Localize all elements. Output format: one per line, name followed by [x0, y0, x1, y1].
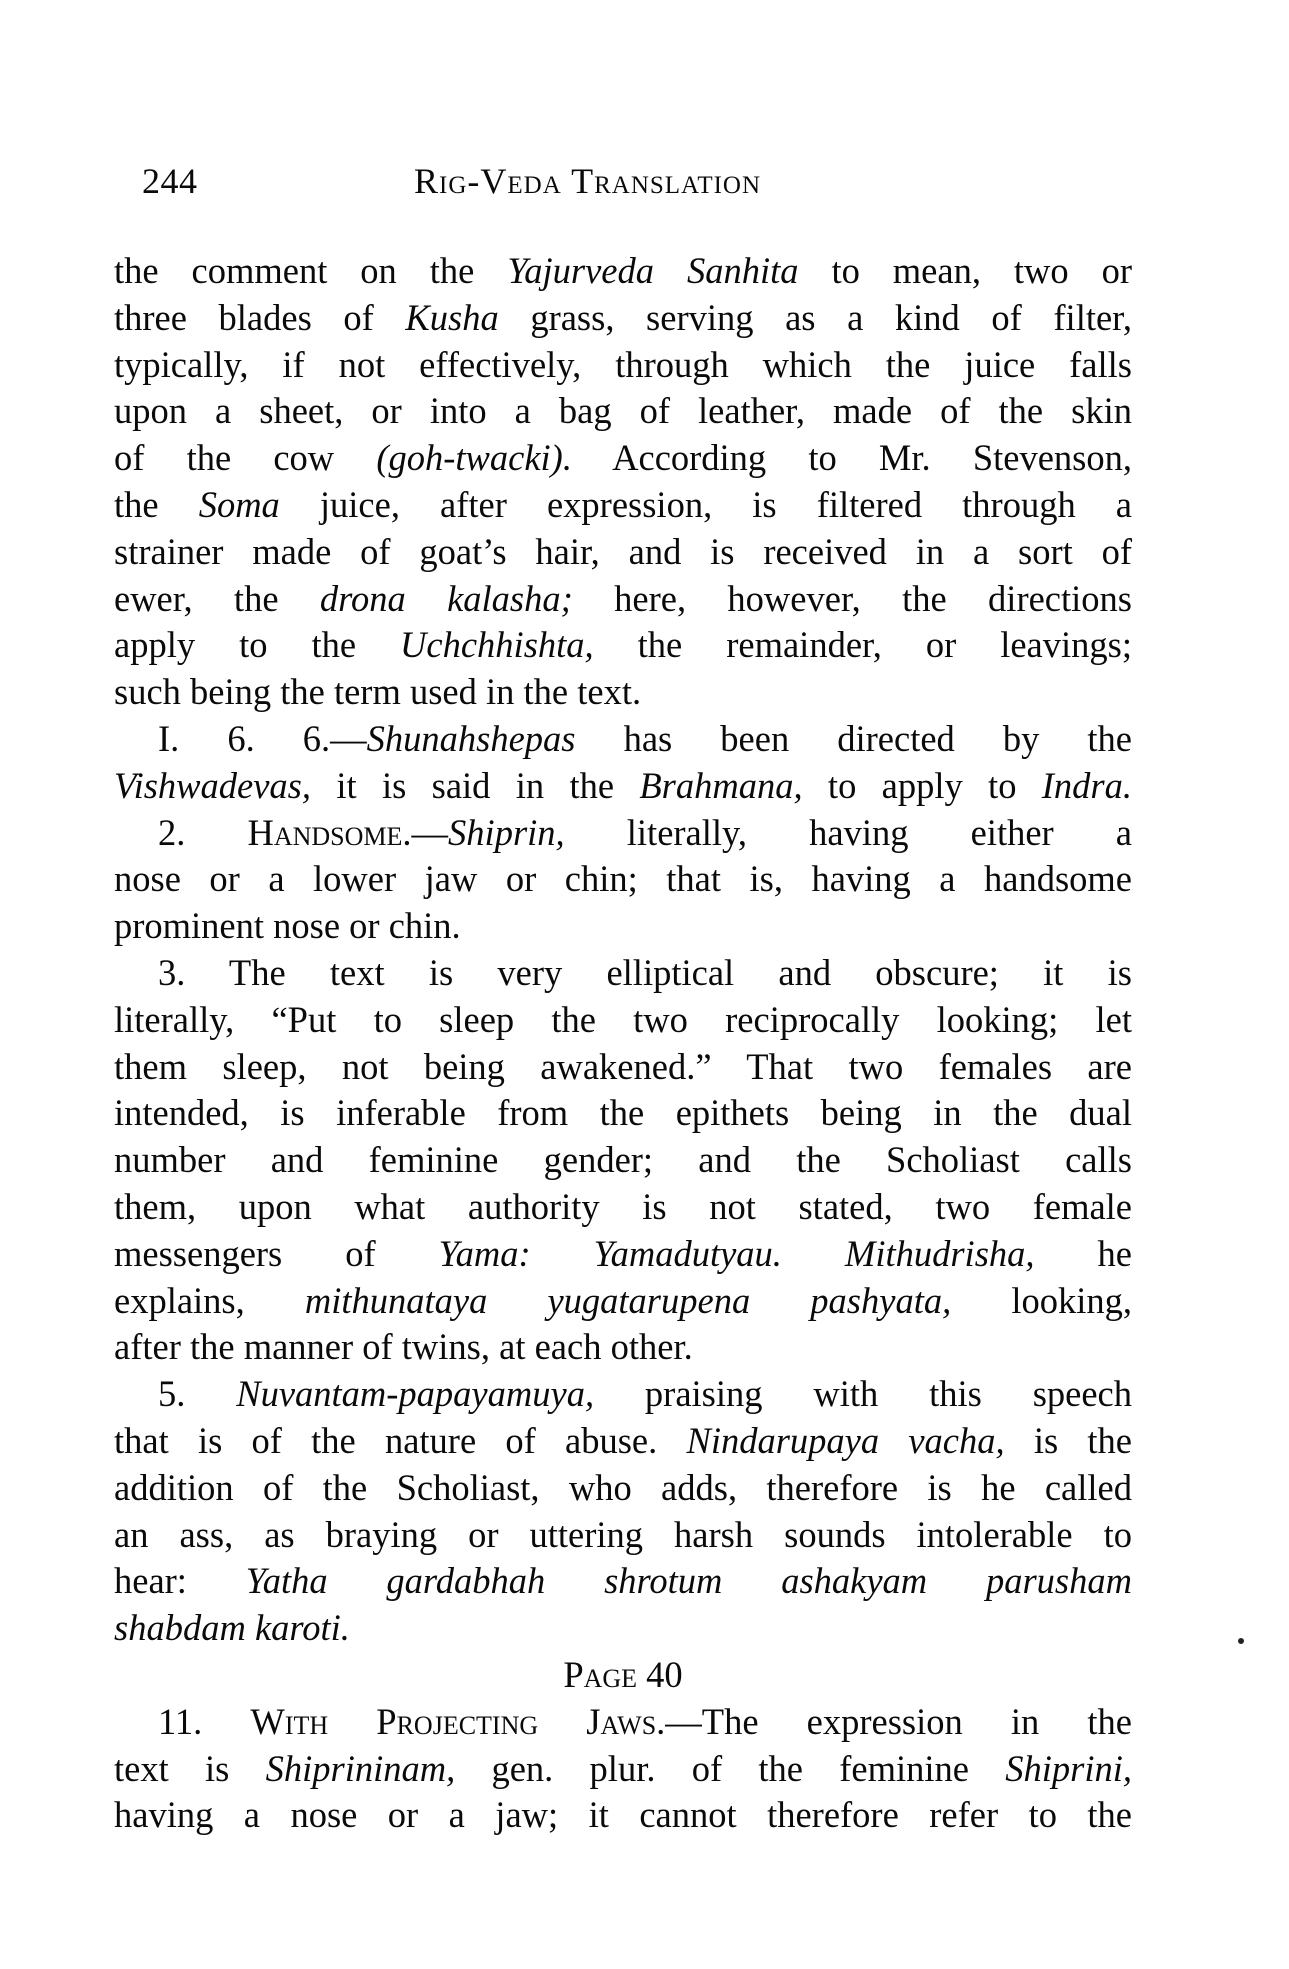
text-line	[114, 997, 1132, 1044]
text-segment: praising with this speech	[594, 1373, 1133, 1415]
italic-term: Uchchhishta,	[400, 624, 594, 666]
text-line	[114, 1512, 1132, 1559]
text-segment: intended, is inferable from the epithets being in the dual	[114, 1092, 1132, 1134]
text-segment: .—The expression in the	[656, 1700, 1132, 1742]
text-line	[114, 1231, 1132, 1278]
text-line	[114, 1371, 1132, 1418]
text-line	[114, 435, 1132, 482]
text-line	[114, 1137, 1132, 1184]
text-segment: typically, if not effectively, through which the juice falls	[114, 343, 1132, 385]
text-segment: here, however, the directions	[572, 577, 1132, 619]
text-segment: strainer made of goat’s hair, and is received in a sort of	[114, 530, 1132, 572]
text-segment: the remainder, or leavings;	[593, 624, 1132, 666]
stray-mark	[1238, 1638, 1244, 1644]
text-line	[114, 763, 1132, 810]
italic-term: mithunataya yugatarupena pashyata,	[304, 1279, 952, 1321]
italic-term: Nindarupaya vacha,	[686, 1419, 1005, 1461]
text-segment: .—	[402, 811, 449, 853]
text-segment: has been directed by the	[575, 717, 1133, 759]
italic-term: Nuvantam-papayamuya,	[236, 1373, 595, 1415]
text-segment: number and feminine gender; and the Scholiast calls	[114, 1139, 1132, 1181]
text-segment: 2.	[158, 811, 248, 853]
text-line	[114, 529, 1132, 576]
italic-term: Yatha gardabhah shrotum ashakyam parusham	[245, 1560, 1132, 1602]
text-segment: is the	[1004, 1419, 1133, 1461]
italic-term: Vishwadevas,	[114, 764, 312, 806]
running-title: Rig-Veda Translation	[414, 161, 762, 201]
text-line	[114, 1605, 1132, 1652]
text-segment: text is	[114, 1747, 266, 1789]
text-segment: after the manner of twins, at each other.	[114, 1326, 693, 1368]
text-line	[114, 716, 1132, 763]
italic-term: Indra.	[1041, 764, 1133, 806]
text-segment: them sleep, not being awakened.” That two females are	[114, 1045, 1132, 1087]
text-line	[114, 1465, 1132, 1512]
text-line	[114, 669, 1132, 716]
text-line	[114, 1418, 1132, 1465]
text-line	[114, 903, 1132, 950]
text-segment: literally, “Put to sleep the two reciprocally looking; let	[114, 998, 1132, 1040]
text-segment: I. 6. 6.—	[158, 717, 367, 759]
text-segment: that is of the nature of abuse.	[114, 1419, 687, 1461]
text-segment: hear:	[114, 1560, 246, 1602]
italic-term: (goh-twacki).	[376, 437, 572, 479]
text-line	[114, 576, 1132, 623]
italic-term: Shiprin,	[448, 811, 565, 853]
text-segment: 11.	[158, 1700, 251, 1742]
text-line	[114, 622, 1132, 669]
text-segment: prominent nose or chin.	[114, 905, 461, 947]
text-line	[114, 810, 1132, 857]
text-line	[114, 1184, 1132, 1231]
text-segment: the	[114, 483, 199, 525]
italic-term: Brahmana,	[639, 764, 803, 806]
text-segment: 5.	[158, 1373, 237, 1415]
text-line	[114, 295, 1132, 342]
text-segment: addition of the Scholiast, who adds, therefore is he called	[114, 1466, 1132, 1508]
text-line	[114, 1044, 1132, 1091]
small-caps-heading: Page 40	[563, 1653, 683, 1695]
text-segment: 3. The text is very elliptical and obscure; it is	[158, 951, 1132, 993]
text-segment: grass, serving as a kind of filter,	[498, 296, 1132, 338]
italic-term: Shiprininam,	[265, 1747, 456, 1789]
text-segment: upon a sheet, or into a bag of leather, made of the skin	[114, 390, 1132, 432]
text-line	[114, 1746, 1132, 1793]
text-segment: juice, after expression, is filtered through a	[279, 483, 1132, 525]
text-line	[114, 856, 1132, 903]
text-segment: the comment on the	[114, 250, 508, 291]
text-segment: three blades of	[114, 296, 406, 338]
text-segment: According to Mr. Stevenson,	[571, 437, 1132, 479]
text-segment: to mean, two or	[798, 250, 1133, 291]
text-segment: nose or a lower jaw or chin; that is, having a handsome	[114, 858, 1132, 900]
text-segment: an ass, as braying or uttering harsh sounds intolerable to	[114, 1513, 1132, 1555]
text-line	[114, 1278, 1132, 1325]
text-line	[114, 388, 1132, 435]
text-line	[114, 1652, 1132, 1699]
italic-term: Shiprini,	[1005, 1747, 1132, 1789]
text-line	[114, 482, 1132, 529]
text-segment: literally, having either a	[564, 811, 1132, 853]
text-segment: having a nose or a jaw; it cannot therefore refer to the	[114, 1794, 1132, 1836]
text-segment: messengers of	[114, 1232, 439, 1274]
italic-term: shabdam karoti.	[114, 1607, 350, 1649]
small-caps-heading: Handsome	[247, 811, 403, 853]
text-segment: ewer, the	[114, 577, 320, 619]
text-segment: them, upon what authority is not stated, two female	[114, 1185, 1132, 1227]
italic-term: Kusha	[405, 296, 499, 338]
text-segment: to apply to	[802, 764, 1042, 806]
italic-term: Soma	[198, 483, 280, 525]
text-segment: he	[1034, 1232, 1132, 1274]
text-line	[114, 248, 1132, 295]
small-caps-heading: With Projecting Jaws	[250, 1700, 657, 1742]
body-text	[114, 248, 1132, 1839]
page-number: 244	[142, 161, 198, 201]
text-segment: apply to the	[114, 624, 401, 666]
text-line	[114, 1324, 1132, 1371]
running-head	[142, 160, 1132, 210]
text-segment: of the cow	[114, 437, 377, 479]
text-segment: such being the term used in the text.	[114, 671, 642, 713]
text-segment: it is said in the	[311, 764, 640, 806]
text-line	[114, 1699, 1132, 1746]
italic-term: Yama: Yamadutyau. Mithudrisha,	[438, 1232, 1035, 1274]
text-line	[114, 1558, 1132, 1605]
text-line	[114, 950, 1132, 997]
text-segment: gen. plur. of the feminine	[455, 1747, 1006, 1789]
text-segment: looking,	[951, 1279, 1132, 1321]
text-line	[114, 1792, 1132, 1839]
text-line	[114, 1090, 1132, 1137]
italic-term: Yajurveda Sanhita	[507, 250, 799, 291]
text-segment: explains,	[114, 1279, 305, 1321]
italic-term: drona kalasha;	[319, 577, 573, 619]
text-line	[114, 342, 1132, 389]
italic-term: Shunahshepas	[366, 717, 576, 759]
